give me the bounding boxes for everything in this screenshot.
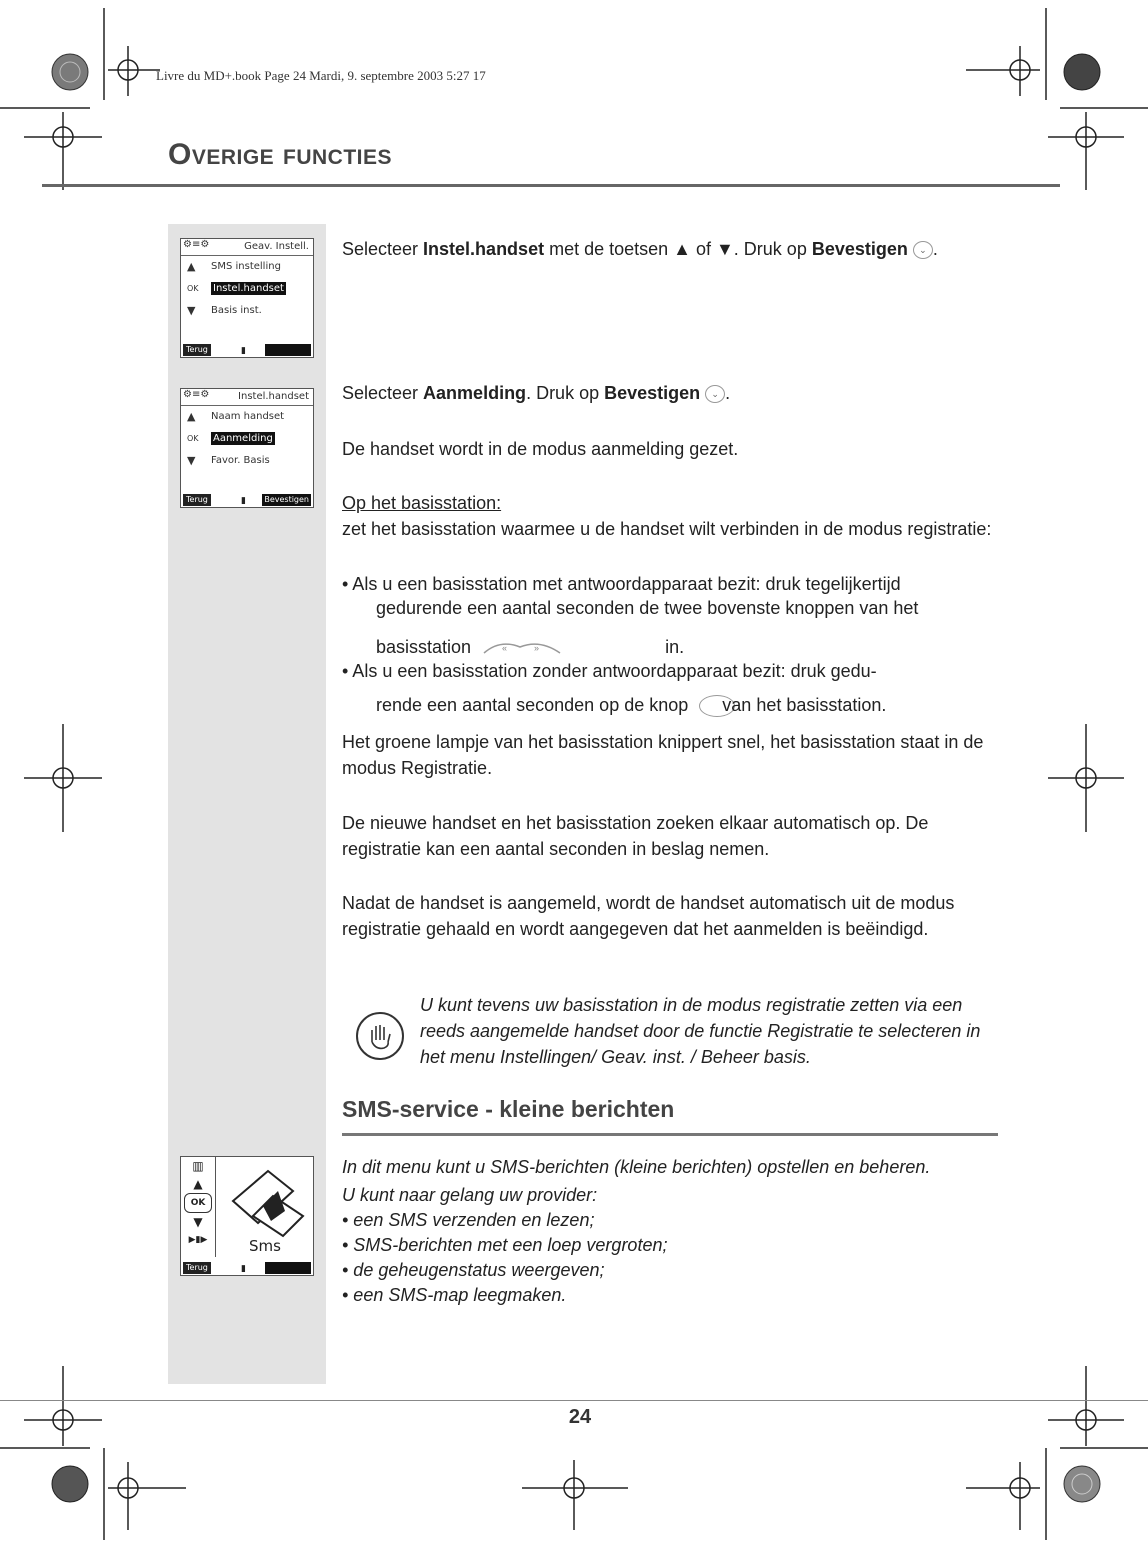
- screen-footer: [181, 493, 313, 507]
- phone-screen-geav-instell: [180, 238, 314, 358]
- confirm-softkey: Bevestigen: [264, 495, 309, 504]
- step-1-text: Selecteer Instel.handset met de toetsen ▲ of ▼. Druk op Bevestigen ⌄ .: [342, 239, 938, 259]
- phone-screen-sms: [180, 1156, 314, 1276]
- down-arrow-icon: ▼: [193, 1215, 203, 1229]
- sms-provider: U kunt naar gelang uw provider:: [342, 1185, 598, 1205]
- sms-section-title: SMS-service - kleine berichten: [342, 1096, 675, 1122]
- bullet-1-line-2: gedurende een aantal seconden de twee bovenste knoppen van het: [376, 598, 919, 618]
- printer-info-line: Livre du MD+.book Page 24 Mardi, 9. septembre 2003 5:27 17: [156, 68, 486, 83]
- svg-text:«: «: [502, 643, 508, 654]
- hand-note-icon: [354, 1010, 406, 1062]
- down-arrow-icon: ▼: [187, 454, 196, 467]
- section-title: Overige functies: [168, 138, 393, 171]
- nav-icon: ▮: [241, 346, 246, 356]
- screen-footer: [181, 1261, 313, 1275]
- down-arrow-icon: ▼: [187, 304, 196, 317]
- step-2-text: Selecteer Aanmelding. Druk op Bevestigen ⌄ .: [342, 383, 731, 403]
- screen-menu-item: ▲ Naam handset: [181, 406, 313, 428]
- nav-icon: ▮: [241, 496, 246, 506]
- screen-menu-item-selected: OK Instel.handset: [181, 278, 313, 300]
- list-item: • een SMS-map leegmaken.: [342, 1285, 567, 1305]
- play-icon: ▶▮▶: [188, 1235, 208, 1245]
- up-arrow-icon: ▲: [193, 1177, 203, 1191]
- bullet-1-line-1: • Als u een basisstation met antwoordapparaat bezit: druk tegelijkertijd: [342, 574, 901, 594]
- confirm-key-icon: ⌄: [705, 385, 725, 403]
- paragraph-lampje: Het groene lampje van het basisstation knippert snel, het basisstation staat in de modus Registratie.: [342, 732, 984, 778]
- up-arrow-icon: ▲: [187, 260, 196, 273]
- ok-icon: OK: [184, 1193, 212, 1213]
- confirm-key-icon: ⌄: [913, 241, 933, 259]
- screen-footer: [181, 343, 313, 357]
- list-item: • de geheugenstatus weergeven;: [342, 1260, 605, 1280]
- screen-menu-item: ▼ Basis inst.: [181, 300, 313, 322]
- back-softkey: Terug: [183, 1262, 211, 1274]
- screen-title: Instel.handset: [238, 391, 309, 402]
- screen-menu-item: ▲ SMS instelling: [181, 256, 313, 278]
- nav-icon: ▮: [241, 1264, 246, 1274]
- sms-title-divider: [342, 1133, 998, 1136]
- confirm-softkey: [265, 344, 311, 356]
- bullet-1-line-3: basisstation « » in.: [376, 634, 996, 661]
- confirm-softkey: [265, 1262, 311, 1274]
- screen-title: Geav. Instell.: [244, 241, 309, 252]
- envelope-icon: [223, 1161, 309, 1241]
- tools-icon: ⚙≡⚙: [183, 389, 210, 400]
- list-item: • SMS-berichten met een loep vergroten;: [342, 1235, 668, 1255]
- paragraph-nadat: Nadat de handset is aangemeld, wordt de handset automatisch uit de modus registratie gehaald en wordt aangegeven dat het aanmelden is beëindigd.: [342, 893, 955, 939]
- screen-menu-item: ▼ Favor. Basis: [181, 450, 313, 472]
- screen-header: [181, 239, 313, 256]
- list-item: • een SMS verzenden en lezen;: [342, 1210, 595, 1230]
- sms-feature-list: [342, 1208, 667, 1308]
- bullet-2-line-2: rende een aantal seconden op de knop van het basisstation.: [376, 692, 886, 718]
- title-divider: [42, 184, 1060, 187]
- bullet-2-line-1: • Als u een basisstation zonder antwoordapparaat bezit: druk gedu-: [342, 661, 877, 681]
- base-station-intro: zet het basisstation waarmee u de handset wilt verbinden in de modus registratie:: [342, 519, 992, 539]
- back-softkey: Terug: [183, 494, 211, 506]
- sms-intro: In dit menu kunt u SMS-berichten (kleine berichten) opstellen en beheren.: [342, 1157, 931, 1177]
- battery-icon: ▥: [192, 1159, 204, 1173]
- base-station-heading: Op het basisstation:: [342, 493, 502, 513]
- ok-label: OK: [187, 434, 199, 443]
- footer-divider: [0, 1400, 1148, 1401]
- screen-menu-item-selected: OK Aanmelding: [181, 428, 313, 450]
- sms-label: Sms: [249, 1237, 281, 1255]
- sidebar-icons: [181, 1157, 216, 1257]
- phone-screen-instel-handset: [180, 388, 314, 508]
- tools-icon: ⚙≡⚙: [183, 239, 210, 250]
- screen-header: [181, 389, 313, 406]
- back-softkey: Terug: [183, 344, 211, 356]
- note-text: U kunt tevens uw basisstation in de modus registratie zetten via een reeds aangemelde handset door de functie Registratie te selecteren in het menu Instellingen/ Geav. inst. / Beheer basis.: [420, 995, 981, 1067]
- page-number: 24: [568, 1406, 592, 1428]
- paragraph-modus: De handset wordt in de modus aanmelding gezet.: [342, 439, 739, 459]
- ok-label: OK: [187, 284, 199, 293]
- up-arrow-icon: ▲: [187, 410, 196, 423]
- svg-text:»: »: [534, 643, 540, 654]
- paragraph-zoeken: De nieuwe handset en het basisstation zoeken elkaar automatisch op. De registratie kan een aantal seconden in beslag nemen.: [342, 813, 929, 859]
